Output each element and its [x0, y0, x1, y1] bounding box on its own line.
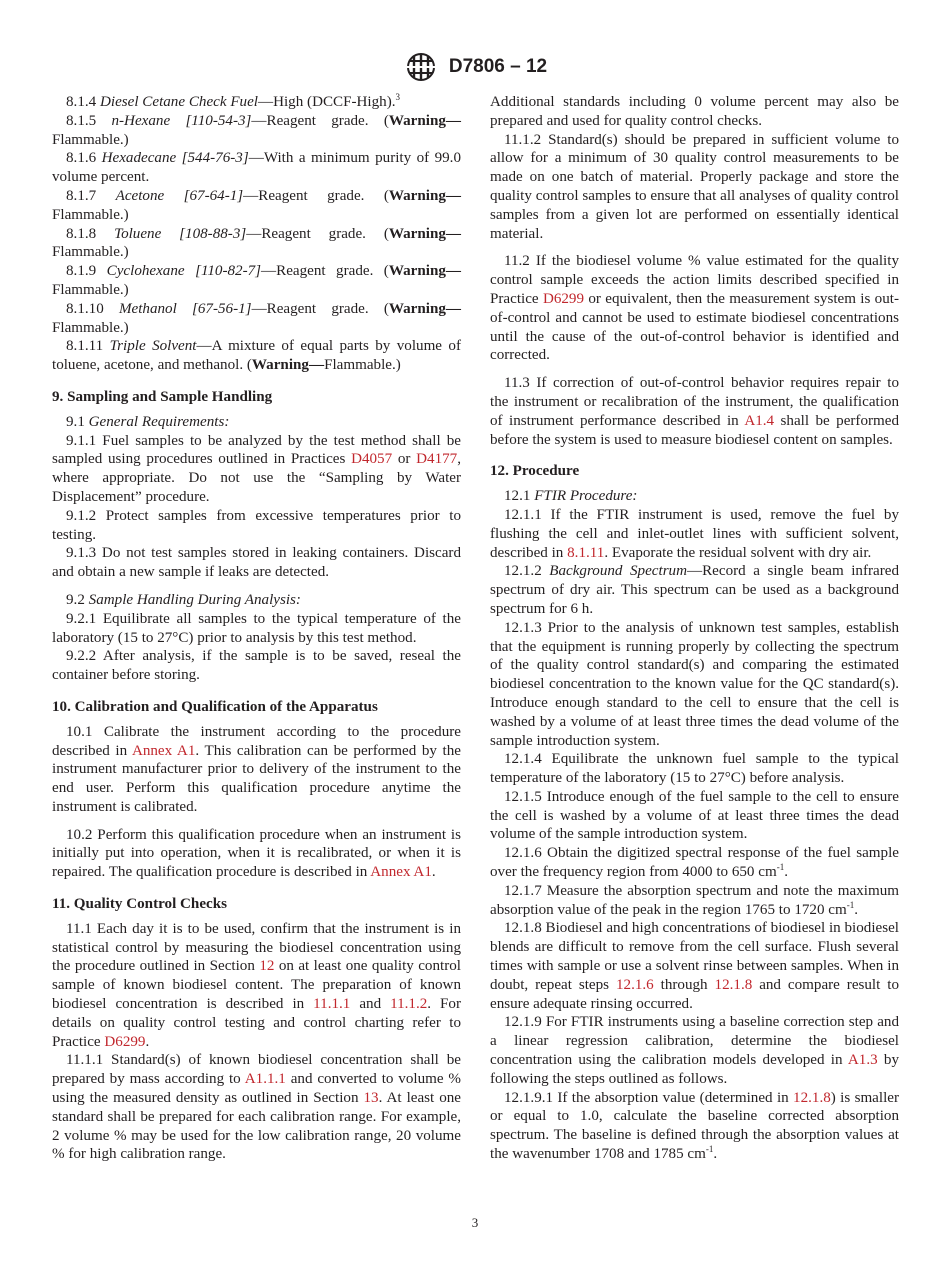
link-a1-1-1[interactable]: A1.1.1	[244, 1071, 286, 1088]
para-12-1-9-1: 12.1.9.1 If the absorption value (determined in 12.1.8) is smaller or equal to 1.0, calculate the baseline corrected absorption spectrum. The baseline is defined through the absorption values at the wavenumber 1708 and 1785 $cm^{-1}$.	[490, 1089, 899, 1163]
para-12-1-3: 12.1.3 Prior to the analysis of unknown test samples, establish that the equipment is running properly by collecting the spectrum of the quality control standard(s) and comparing the estimated biodiesel concentration to the known value for the QC standard(s). Introduce enough standard to the cell to ensure that the cell is washed by a volume of at least three times the dead volume of the sample introduction system.	[490, 619, 899, 749]
link-d6299[interactable]: D6299	[542, 290, 585, 307]
left-column	[52, 93, 461, 1164]
link-12-1-8[interactable]: 12.1.8	[793, 1089, 831, 1106]
link-12-1-6[interactable]: 12.1.6	[615, 976, 654, 993]
section-heading-10: 10. Calibration and Qualification of the Apparatus	[52, 698, 378, 715]
para-8-1-6: 8.1.6 Hexadecane [544-76-3]—With a minimum purity of 99.0 volume percent.	[52, 150, 461, 186]
para-11-3: 11.3 If correction of out-of-control behavior requires repair to the instrument or recalibration of the instrument, the qualification of instrument performance described in A1.4 shall be performed before the system is used to measure biodiesel content on samples.	[490, 375, 900, 448]
para-11-1-2: 11.1.2 Standard(s) should be prepared in sufficient volume to allow for a minimum of 30 quality control measurements to be made on one batch of material. Properly package and store the quality control samples to ensure that all analyses of quality control samples from a given lot are performed on essentially identical material.	[490, 131, 899, 242]
para-8-1-7: 8.1.7 Acetone [67-64-1]—Reagent grade. (Warning—Flammable.)	[52, 187, 461, 223]
link-d4057[interactable]: D4057	[351, 451, 393, 468]
right-column	[490, 93, 899, 1164]
section-heading-9: 9. Sampling and Sample Handling	[52, 388, 273, 405]
para-10-2: 10.2 Perform this qualification procedure when an instrument is initially put into operation, when it is recalibrated, or when it is repaired. The qualification procedure is described in Annex A1.	[52, 826, 461, 881]
para-9-2-1: 9.2.1 Equilibrate all samples to the typical temperature of the laboratory (15 to 27°C) prior to analysis by this test method.	[52, 610, 461, 646]
footnote-ref: 3	[395, 91, 401, 102]
link-d4177[interactable]: D4177	[416, 451, 458, 468]
link-section-13[interactable]: 13	[363, 1090, 379, 1107]
para-10-1: 10.1 Calibrate the instrument according to the procedure described in Annex A1. This calibration can be performed by the instrument manufacturer prior to delivery of the instrument to the end user. Perform this qualification procedure anytime the instrument is calibrated.	[52, 723, 461, 815]
para-12-1-6: 12.1.6 Obtain the digitized spectral response of the fuel sample over the frequency region from 4000 to 650 $cm^{-1}$.	[490, 845, 899, 881]
para-9-1-2: 9.1.2 Protect samples from excessive temperatures prior to testing.	[52, 507, 461, 543]
para-9-1: 9.1 General Requirements:	[66, 413, 230, 430]
section-heading-12: 12. Procedure	[490, 463, 580, 480]
section-heading-11: 11. Quality Control Checks	[52, 896, 227, 913]
para-12-1-8: 12.1.8 Biodiesel and high concentrations of biodiesel in biodiesel blends are difficult to remove from the cell surface. Flush several times with sample or use a solvent rinse between samples. When in doubt, repeat steps 12.1.6 through 12.1.8 and compare result to ensure adequate rinsing occurred.	[490, 920, 899, 1012]
link-a1-4[interactable]: A1.4	[744, 412, 775, 429]
para-9-2-2: 9.2.2 After analysis, if the sample is to be saved, reseal the container before storing.	[52, 648, 461, 684]
para-8-1-8: 8.1.8 Toluene [108-88-3]—Reagent grade. (Warning—Flammable.)	[52, 225, 461, 261]
para-12-1-7: 12.1.7 Measure the absorption spectrum and note the maximum absorption value of the peak in the region 1765 to 1720 $cm^{-1}$.	[490, 882, 899, 918]
document-designation: D7806 – 12	[448, 56, 548, 77]
para-12-1-1: 12.1.1 If the FTIR instrument is used, remove the fuel by flushing the cell and inlet-outlet lines with sufficient solvent, described in 8.1.11. Evaporate the residual solvent with dry air.	[490, 506, 899, 561]
para-8-1-11: 8.1.11 Triple Solvent—A mixture of equal parts by volume of toluene, acetone, and methanol. (Warning—Flammable.)	[52, 338, 461, 374]
astm-logo-icon	[403, 52, 439, 82]
para-8-1-9: 8.1.9 Cyclohexane [110-82-7]—Reagent grade. (Warning—Flammable.)	[52, 263, 461, 298]
link-annex-a1[interactable]: Annex A1	[131, 742, 196, 759]
para-8-1-10: 8.1.10 Methanol [67-56-1]—Reagent grade. (Warning—Flammable.)	[52, 300, 461, 336]
para-8-1-4: 8.1.4 Diesel Cetane Check Fuel—High (DCCF-High).$^3$	[66, 91, 401, 110]
para-9-1-3: 9.1.3 Do not test samples stored in leaking containers. Discard and obtain a new sample if leaks are detected.	[52, 545, 461, 581]
para-11-1-1-continued: Additional standards including 0 volume percent may also be prepared and used for quality control checks.	[490, 94, 899, 129]
link-d6299[interactable]: D6299	[104, 1033, 146, 1050]
para-11-1: 11.1 Each day it is to be used, confirm that the instrument is in statistical control by measuring the biodiesel concentration using the procedure outlined in Section 12 on at least one quality control sample of known biodiesel content. The preparation of known biodiesel concentration is described in 11.1.1 and 11.1.2. For details on quality control testing and control charting refer to Practice D6299.	[52, 920, 461, 1050]
para-8-1-5: 8.1.5 n-Hexane [110-54-3]—Reagent grade. (Warning—Flammable.)	[52, 112, 461, 148]
para-12-1-4: 12.1.4 Equilibrate the unknown fuel sample to the typical temperature of the laboratory (15 to 27°C) before analysis.	[490, 751, 899, 787]
page-number: 3	[471, 1215, 479, 1230]
link-8-1-11[interactable]: 8.1.11	[567, 544, 605, 561]
para-12-1: 12.1 FTIR Procedure:	[504, 488, 638, 505]
link-11-1-1[interactable]: 11.1.1	[313, 996, 351, 1013]
para-12-1-2: 12.1.2 Background Spectrum—Record a single beam infrared spectrum of dry air. This spectrum can be used as a background spectrum for 6 h.	[490, 563, 899, 617]
link-annex-a1[interactable]: Annex A1	[370, 864, 432, 881]
page-header	[0, 52, 950, 82]
para-9-2: 9.2 Sample Handling During Analysis:	[66, 591, 301, 608]
link-12-1-8[interactable]: 12.1.8	[714, 976, 753, 993]
link-section-12[interactable]: 12	[259, 958, 275, 975]
para-11-2: 11.2 If the biodiesel volume % value estimated for the quality control sample exceeds the action limits described specified in Practice D6299 or equivalent, then the measurement system is out-of-control and cannot be used to estimate biodiesel concentrations until the cause of the out-of-control behavior is identified and corrected.	[490, 253, 899, 364]
para-9-1-1: 9.1.1 Fuel samples to be analyzed by the test method shall be sampled using procedures outlined in Practices D4057 or D4177, where appropriate. Do not use the “Sampling by Water Displacement” procedure.	[52, 432, 461, 505]
para-11-1-1: 11.1.1 Standard(s) of known biodiesel concentration shall be prepared by mass according to A1.1.1 and converted to volume % using the measured density as outlined in Section 13. At least one standard shall be prepared for each calibration range. For example, 2 volume % may be used for the low calibration range, 20 volume % for high calibration range.	[52, 1052, 462, 1163]
link-11-1-2[interactable]: 11.1.2	[390, 996, 428, 1013]
link-a1-3[interactable]: A1.3	[847, 1052, 878, 1069]
para-12-1-5: 12.1.5 Introduce enough of the fuel sample to the cell to ensure the cell is washed by a volume of at least three times the dead volume of the sample introduction system.	[490, 788, 899, 843]
para-12-1-9: 12.1.9 For FTIR instruments using a baseline correction step and a linear regression calibration, determine the biodiesel concentration using the calibration models developed in A1.3 by following the steps outlined as follows.	[490, 1014, 899, 1087]
